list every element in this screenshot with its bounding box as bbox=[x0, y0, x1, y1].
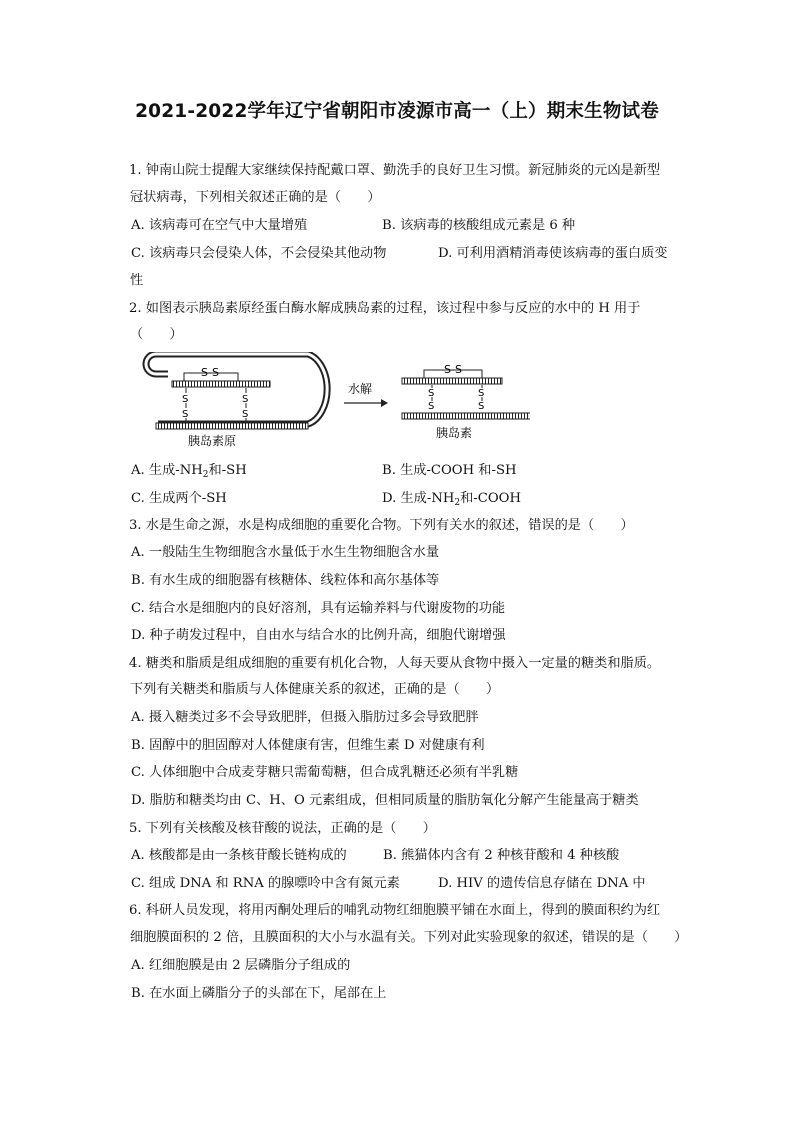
q1-option-d[interactable]: D. 可利用酒精消毒使该病毒的蛋白质变 bbox=[438, 246, 668, 261]
s-atom: S bbox=[428, 401, 435, 412]
s-atom: S bbox=[242, 394, 249, 405]
q2-option-d[interactable] bbox=[382, 490, 521, 512]
insulin-diagram bbox=[130, 352, 530, 452]
insulin-b-chain bbox=[402, 413, 530, 419]
q6-stem-line1: 6. 科研人员发现，将用丙酮处理后的哺乳动物红细胞膜平铺在水面上，得到的膜面积约为红 bbox=[129, 903, 661, 918]
q4-option-a[interactable]: A. 摄入糖类过多不会导致肥胖，但摄入脂肪过多会导致肥胖 bbox=[131, 710, 479, 725]
q6-option-b[interactable]: B. 在水面上磷脂分子的头部在下，尾部在上 bbox=[131, 986, 387, 1001]
q3-option-a[interactable]: A. 一般陆生生物细胞含水量低于水生生物细胞含水量 bbox=[131, 545, 440, 560]
insulin-label: 胰岛素 bbox=[436, 426, 473, 440]
q1-option-d-continued: 性 bbox=[130, 273, 144, 288]
s-atom: S bbox=[428, 388, 435, 399]
q1-stem-line2: 冠状病毒，下列相关叙述正确的是（ ） bbox=[130, 190, 381, 205]
q2-option-b[interactable]: B. 生成-COOH 和-SH bbox=[382, 463, 517, 478]
q2-option-a[interactable] bbox=[131, 462, 247, 484]
s-atom: S bbox=[182, 409, 189, 420]
ss-bond-label-left: S-S bbox=[201, 366, 219, 379]
q6-option-a[interactable]: A. 红细胞膜是由 2 层磷脂分子组成的 bbox=[131, 958, 351, 973]
proinsulin-chain bbox=[146, 354, 327, 424]
q3-option-d[interactable]: D. 种子萌发过程中，自由水与结合水的比例升高，细胞代谢增强 bbox=[131, 628, 506, 643]
page-title: 2021-2022学年辽宁省朝阳市凌源市高一（上）期末生物试卷 bbox=[135, 101, 659, 122]
q2-option-c[interactable]: C. 生成两个-SH bbox=[131, 491, 227, 506]
insulin-a-chain bbox=[402, 378, 502, 384]
q2-option-a-text-end: 和-SH bbox=[208, 463, 247, 478]
q3-option-b[interactable]: B. 有水生成的细胞器有核糖体、线粒体和高尔基体等 bbox=[131, 573, 440, 588]
q4-option-d[interactable]: D. 脂肪和糖类均由 C、H、O 元素组成，但相同质量的脂肪氧化分解产生能量高于糖类 bbox=[131, 793, 639, 808]
q4-option-b[interactable]: B. 固醇中的胆固醇对人体健康有害，但维生素 D 对健康有利 bbox=[131, 738, 485, 753]
q1-option-a[interactable]: A. 该病毒可在空气中大量增殖 bbox=[131, 218, 308, 233]
q5-option-a[interactable]: A. 核酸都是由一条核苷酸长链构成的 bbox=[131, 848, 347, 863]
insulin-hydrolysis-figure bbox=[130, 352, 530, 452]
q5-option-b[interactable]: B. 熊猫体内含有 2 种核苷酸和 4 种核酸 bbox=[383, 848, 620, 863]
s-atom: S bbox=[478, 388, 485, 399]
s-atom: S bbox=[182, 394, 189, 405]
proinsulin-label: 胰岛素原 bbox=[188, 434, 237, 448]
ss-bond-label-right: S-S bbox=[444, 363, 462, 376]
q5-stem-line1: 5. 下列有关核酸及核苷酸的说法，正确的是（ ） bbox=[129, 821, 436, 836]
q4-stem-line2: 下列有关糖类和脂质与人体健康关系的叙述，正确的是（ ） bbox=[130, 682, 500, 697]
subscript: 2 bbox=[202, 470, 209, 480]
s-atom: S bbox=[242, 409, 249, 420]
q3-option-c[interactable]: C. 结合水是细胞内的良好溶剂，具有运输养料与代谢废物的功能 bbox=[131, 601, 506, 616]
q2-option-d-text-end: 和-COOH bbox=[460, 491, 521, 506]
q6-stem-line2: 细胞膜面积的 2 倍，且膜面积的大小与水温有关。下列对此实验现象的叙述，错误的是（ ） bbox=[130, 930, 688, 945]
proinsulin-b-chain bbox=[156, 423, 308, 429]
q5-option-c[interactable]: C. 组成 DNA 和 RNA 的腺嘌呤中含有氮元素 bbox=[131, 876, 400, 891]
q4-option-c[interactable]: C. 人体细胞中合成麦芽糖只需葡萄糖，但合成乳糖还必须有半乳糖 bbox=[131, 765, 519, 780]
q2-stem-line1: 2. 如图表示胰岛素原经蛋白酶水解成胰岛素的过程，该过程中参与反应的水中的 H 用于 bbox=[129, 301, 641, 316]
q2-option-a-text: A. 生成-NH bbox=[131, 463, 203, 478]
q1-option-b[interactable]: B. 该病毒的核酸组成元素是 6 种 bbox=[382, 218, 576, 233]
q1-option-c[interactable]: C. 该病毒只会侵染人体，不会侵染其他动物 bbox=[131, 246, 387, 261]
subscript: 2 bbox=[454, 498, 461, 508]
q3-stem-line1: 3. 水是生命之源，水是构成细胞的重要化合物。下列有关水的叙述，错误的是（ ） bbox=[129, 518, 634, 533]
q4-stem-line1: 4. 糖类和脂质是组成细胞的重要有机化合物，人每天要从食物中摄入一定量的糖类和脂质。 bbox=[129, 656, 661, 671]
q5-option-d[interactable]: D. HIV 的遗传信息存储在 DNA 中 bbox=[438, 876, 646, 891]
q1-stem-line1: 1. 钟南山院士提醒大家继续保持配戴口罩、勤洗手的良好卫生习惯。新冠肺炎的元凶是新型 bbox=[129, 163, 661, 178]
q2-option-d-text: D. 生成-NH bbox=[382, 491, 455, 506]
s-atom: S bbox=[478, 401, 485, 412]
hydrolysis-label: 水解 bbox=[348, 382, 373, 396]
proinsulin-a-chain bbox=[172, 381, 270, 387]
q2-stem-line2: （ ） bbox=[130, 327, 183, 342]
